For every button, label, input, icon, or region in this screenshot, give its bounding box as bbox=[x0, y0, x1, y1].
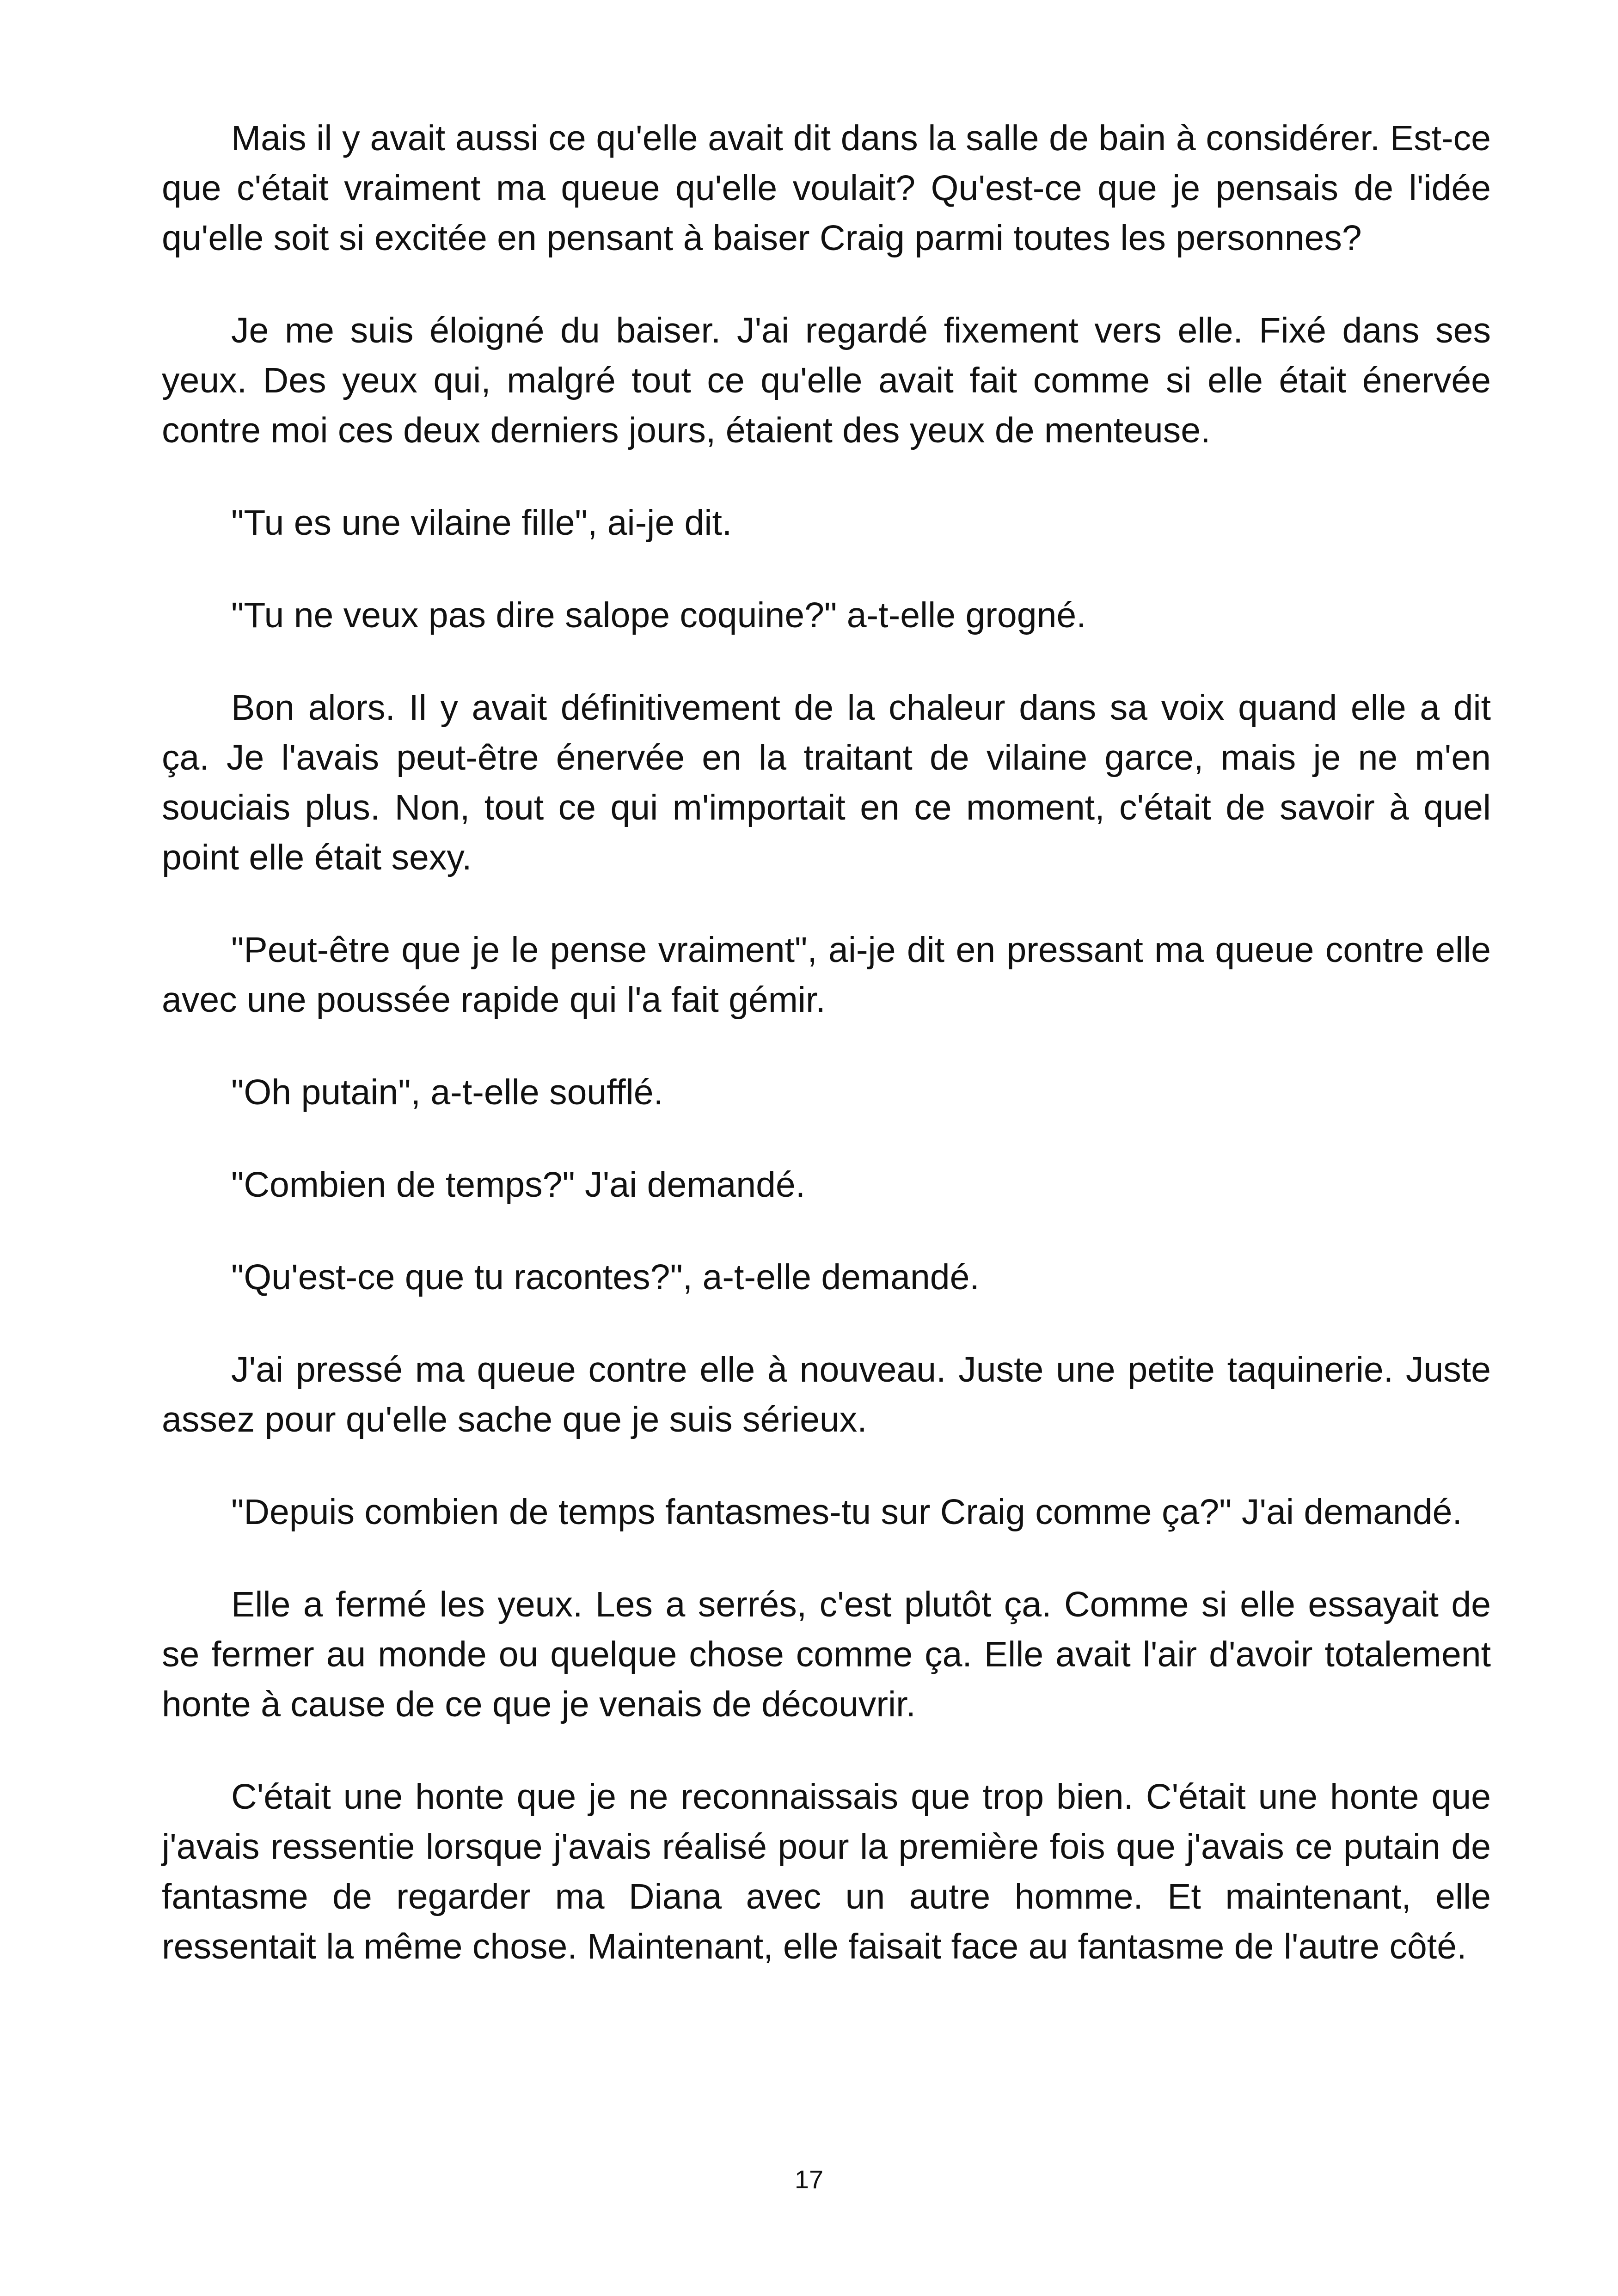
page-number: 17 bbox=[794, 2165, 824, 2194]
paragraph: "Tu ne veux pas dire salope coquine?" a-t-elle grogné. bbox=[231, 595, 1086, 635]
paragraph: Mais il y avait aussi ce qu'elle avait dit dans la salle de bain à considérer. Est-ce que c'était vraiment ma queue qu'elle voulait? Qu'est-ce que je pensais de l'idée qu'elle soit si excitée en pensant à baiser Craig parmi toutes les personnes? bbox=[162, 118, 1491, 258]
paragraph: "Peut-être que je le pense vraiment", ai-je dit en pressant ma queue contre elle avec une poussée rapide qui l'a fait gémir. bbox=[162, 930, 1491, 1020]
paragraph: "Oh putain", a-t-elle soufflé. bbox=[231, 1072, 663, 1112]
paragraph: Je me suis éloigné du baiser. J'ai regardé fixement vers elle. Fixé dans ses yeux. Des yeux qui, malgré tout ce qu'elle avait fait comme si elle était énervée contre moi ces deux derniers jours, étaient des yeux de menteuse. bbox=[162, 311, 1491, 450]
paragraph: Elle a fermé les yeux. Les a serrés, c'est plutôt ça. Comme si elle essayait de se fermer au monde ou quelque chose comme ça. Elle avait l'air d'avoir totalement honte à cause de ce que je venais de découvrir. bbox=[162, 1585, 1491, 1724]
paragraph: "Qu'est-ce que tu racontes?", a-t-elle demandé. bbox=[231, 1257, 980, 1297]
paragraph: "Depuis combien de temps fantasmes-tu sur Craig comme ça?" J'ai demandé. bbox=[231, 1492, 1462, 1532]
paragraph: "Tu es une vilaine fille", ai-je dit. bbox=[231, 503, 732, 543]
paragraph: J'ai pressé ma queue contre elle à nouveau. Juste une petite taquinerie. Juste assez pour qu'elle sache que je suis sérieux. bbox=[162, 1350, 1491, 1439]
paragraph: Bon alors. Il y avait définitivement de la chaleur dans sa voix quand elle a dit ça. Je l'avais peut-être énervée en la traitant de vilaine garce, mais je ne m'en souciais plus. Non, tout ce qui m'importait en ce moment, c'était de savoir à quel point elle était sexy. bbox=[162, 688, 1491, 877]
paragraph: C'était une honte que je ne reconnaissais que trop bien. C'était une honte que j'avais ressentie lorsque j'avais réalisé pour la première fois que j'avais ce putain de fantasme de regarder ma Diana avec un autre homme. Et maintenant, elle ressentait la même chose. Maintenant, elle faisait face au fantasme de l'autre côté. bbox=[162, 1777, 1491, 1966]
paragraph: "Combien de temps?" J'ai demandé. bbox=[231, 1165, 806, 1205]
body-text bbox=[162, 113, 1491, 2014]
